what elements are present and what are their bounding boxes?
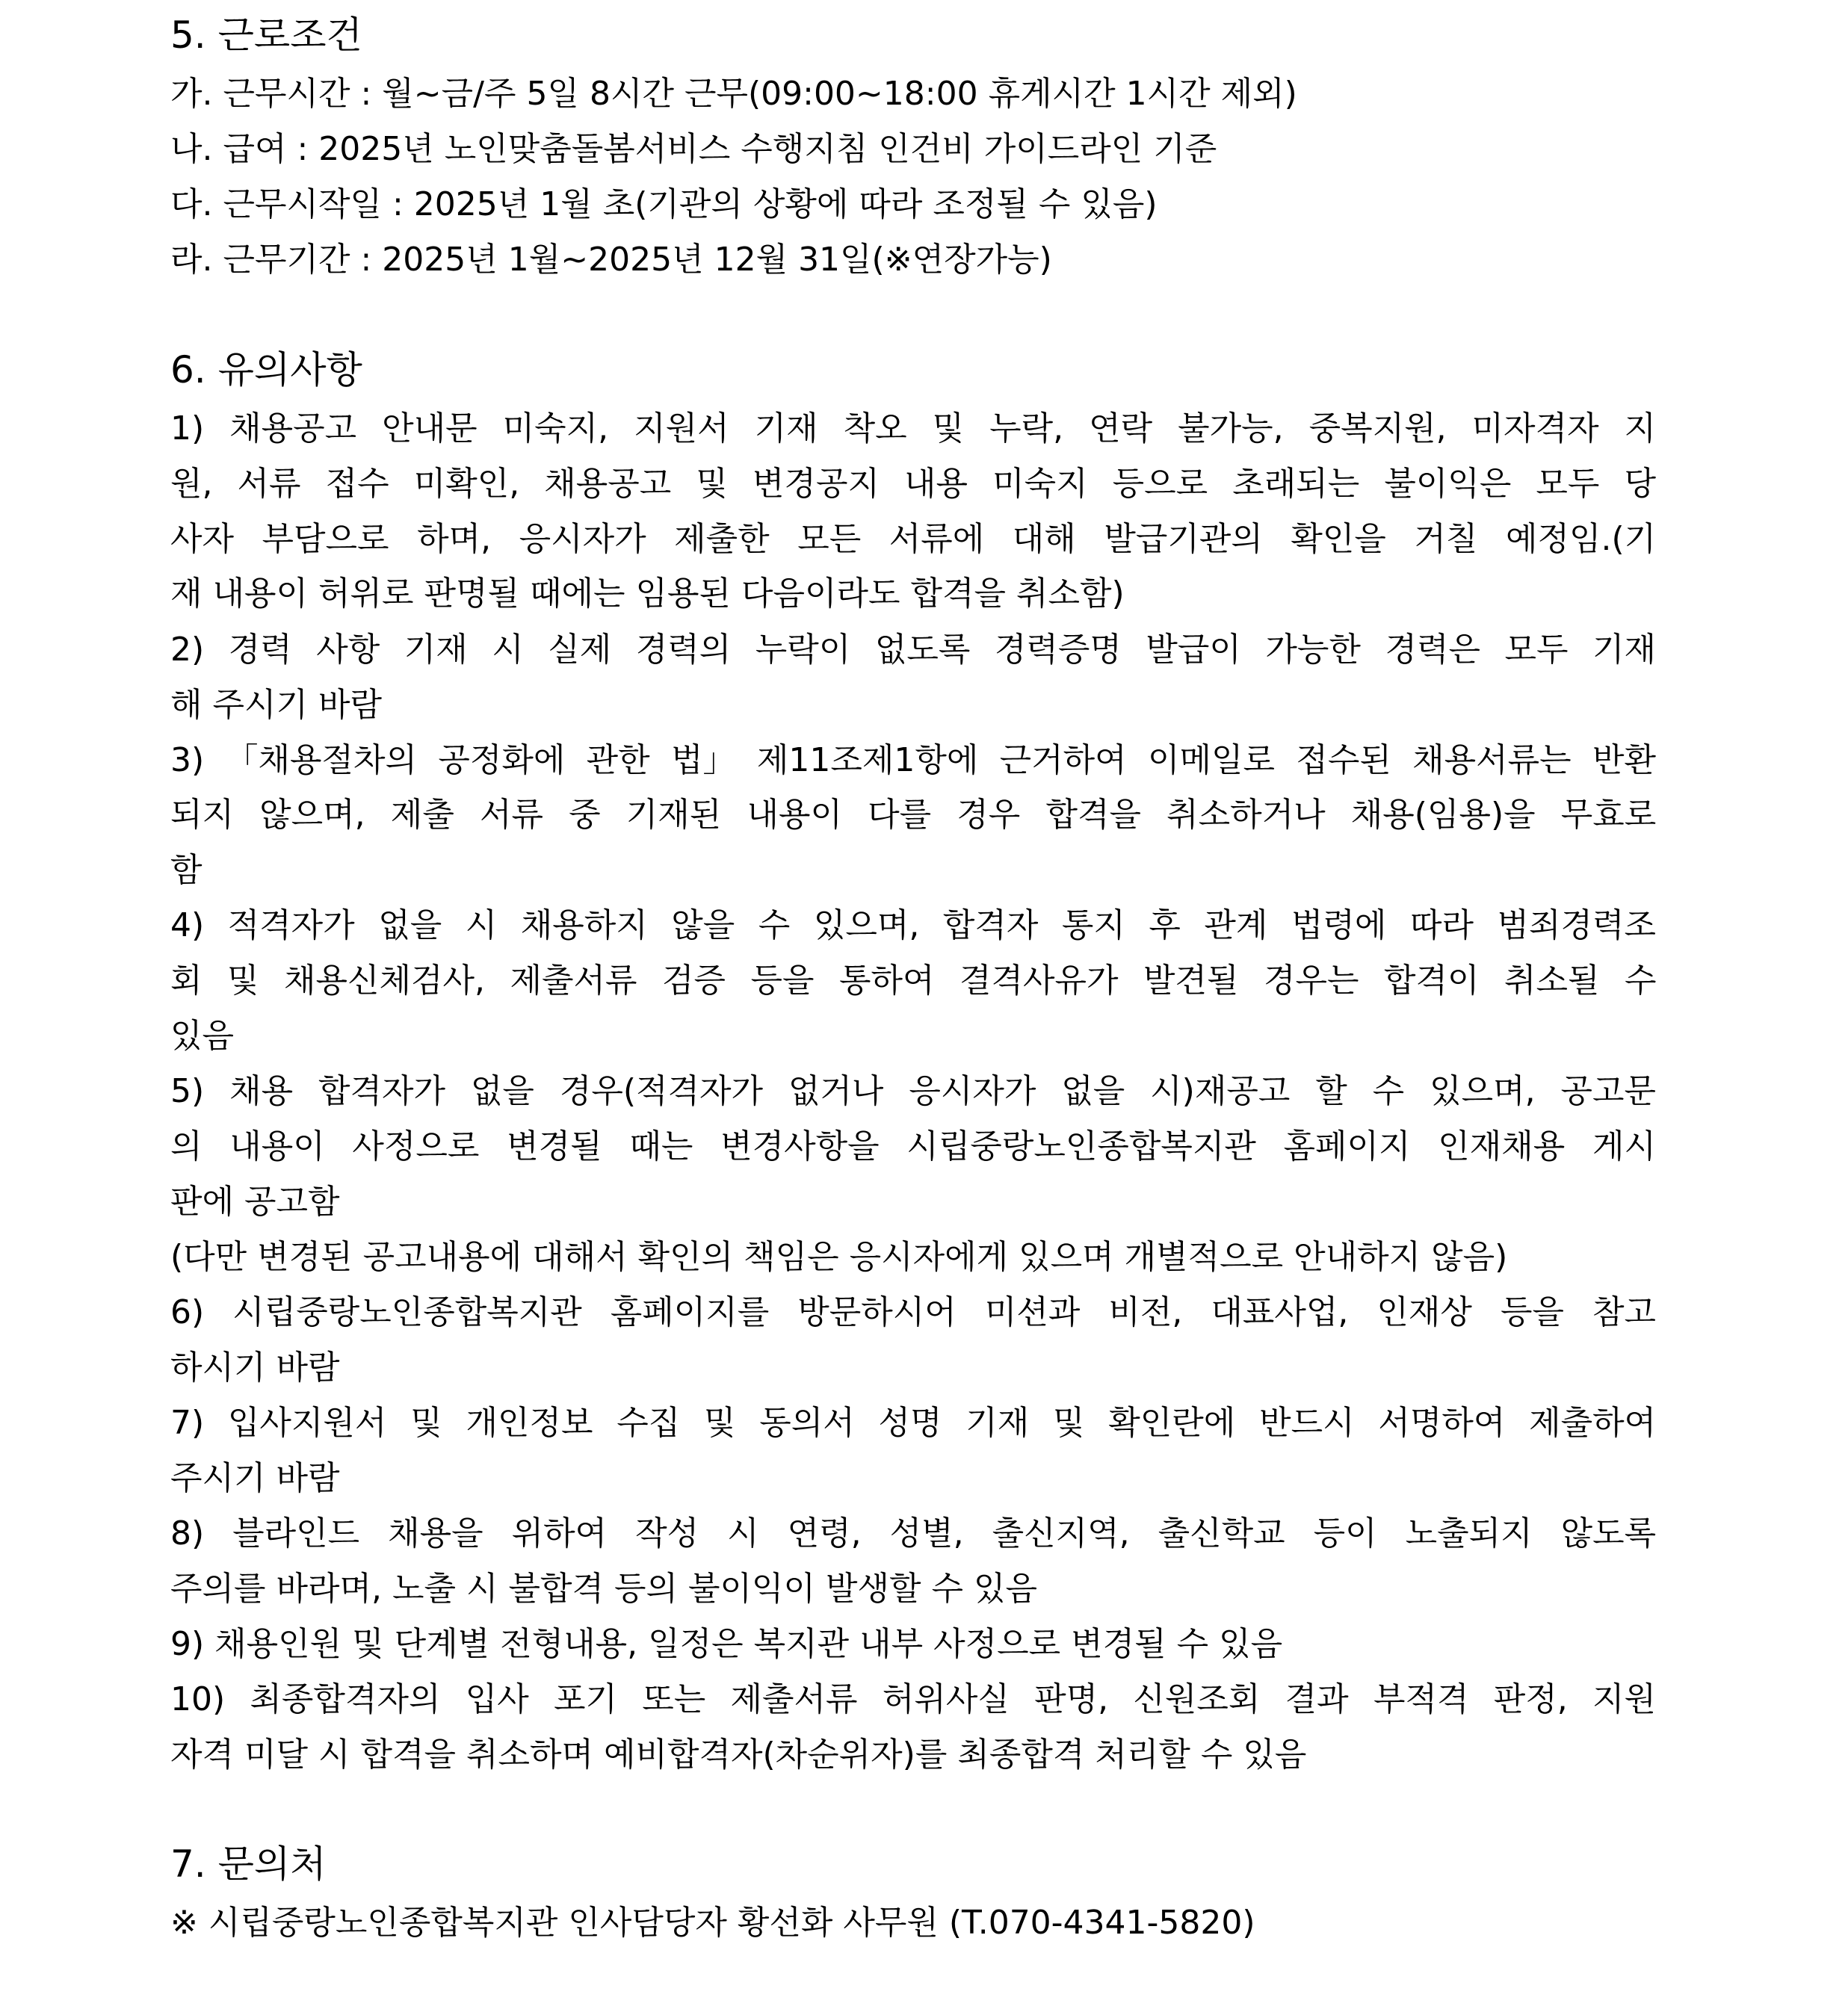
section-6-line: 6) 시립중랑노인종합복지관 홈페이지를 방문하시어 미션과 비전, 대표사업, 인재상 등을 참고 bbox=[170, 1293, 1656, 1331]
section-6-title: 6. 유의사항 bbox=[170, 348, 362, 391]
section-6-line: 2) 경력 사항 기재 시 실제 경력의 누락이 없도록 경력증명 발급이 가능한 경력은 모두 기재 bbox=[170, 631, 1656, 669]
section-5-title: 5. 근로조건 bbox=[170, 13, 362, 57]
section-6-line: 4) 적격자가 없을 시 채용하지 않을 수 있으며, 합격자 통지 후 관계 법령에 따라 범죄경력조 bbox=[170, 906, 1656, 944]
section-5-line: 다. 근무시작일 : 2025년 1월 초(기관의 상황에 따라 조정될 수 있음) bbox=[170, 185, 1158, 223]
section-6-line: 3) 「채용절차의 공정화에 관한 법」 제11조제1항에 근거하여 이메일로 접수된 채용서류는 반환 bbox=[170, 741, 1656, 779]
section-6-line: 자격 미달 시 합격을 취소하며 예비합격자(차순위자)를 최종합격 처리할 수 있음 bbox=[170, 1736, 1307, 1774]
section-6-line: (다만 변경된 공고내용에 대해서 확인의 책임은 응시자에게 있으며 개별적으로 안내하지 않음) bbox=[170, 1238, 1508, 1276]
section-6-line: 주시기 바람 bbox=[170, 1459, 340, 1497]
section-6-line: 원, 서류 접수 미확인, 채용공고 및 변경공지 내용 미숙지 등으로 초래되는 불이익은 모두 당 bbox=[170, 465, 1656, 503]
contact-line: ※ 시립중랑노인종합복지관 인사담당자 황선화 사무원 (T.070-4341-5820) bbox=[170, 1904, 1255, 1942]
section-6-line: 판에 공고함 bbox=[170, 1183, 340, 1221]
section-6-line: 사자 부담으로 하며, 응시자가 제출한 모든 서류에 대해 발급기관의 확인을 거칠 예정임.(기 bbox=[170, 520, 1657, 558]
section-5-line: 나. 급여 : 2025년 노인맞춤돌봄서비스 수행지침 인건비 가이드라인 기준 bbox=[170, 130, 1217, 168]
section-6-line: 함 bbox=[170, 851, 203, 889]
section-6-line: 1) 채용공고 안내문 미숙지, 지원서 기재 착오 및 누락, 연락 불가능, 중복지원, 미자격자 지 bbox=[170, 409, 1657, 448]
section-6-line: 해 주시기 바람 bbox=[170, 686, 382, 724]
section-6-line: 있음 bbox=[170, 1017, 235, 1055]
section-7-title: 7. 문의처 bbox=[170, 1842, 327, 1886]
section-6-line: 회 및 채용신체검사, 제출서류 검증 등을 통하여 결격사유가 발견될 경우는 합격이 취소될 수 bbox=[170, 962, 1657, 1000]
section-6-line: 하시기 바람 bbox=[170, 1349, 340, 1387]
section-6-line: 되지 않으며, 제출 서류 중 기재된 내용이 다를 경우 합격을 취소하거나 채용(임용)을 무효로 bbox=[170, 796, 1657, 834]
section-6-line: 10) 최종합격자의 입사 포기 또는 제출서류 허위사실 판명, 신원조회 결과 부적격 판정, 지원 bbox=[170, 1680, 1656, 1718]
section-6-line: 주의를 바라며, 노출 시 불합격 등의 불이익이 발생할 수 있음 bbox=[170, 1570, 1037, 1608]
section-6-line: 8) 블라인드 채용을 위하여 작성 시 연령, 성별, 출신지역, 출신학교 등이 노출되지 않도록 bbox=[170, 1514, 1657, 1553]
section-6-line: 재 내용이 허위로 판명될 때에는 임용된 다음이라도 합격을 취소함) bbox=[170, 575, 1125, 613]
section-6-line: 7) 입사지원서 및 개인정보 수집 및 동의서 성명 기재 및 확인란에 반드시 서명하여 제출하여 bbox=[170, 1404, 1657, 1442]
section-6-line: 9) 채용인원 및 단계별 전형내용, 일정은 복지관 내부 사정으로 변경될 수 있음 bbox=[170, 1625, 1283, 1663]
section-5-line: 가. 근무시간 : 월~금/주 5일 8시간 근무(09:00~18:00 휴게시간 1시간 제외) bbox=[170, 75, 1297, 113]
section-6-line: 5) 채용 합격자가 없을 경우(적격자가 없거나 응시자가 없을 시)재공고 할 수 있으며, 공고문 bbox=[170, 1072, 1656, 1110]
section-5-line: 라. 근무기간 : 2025년 1월~2025년 12월 31일(※연장가능) bbox=[170, 241, 1052, 279]
section-6-line: 의 내용이 사정으로 변경될 때는 변경사항을 시립중랑노인종합복지관 홈페이지 인재채용 게시 bbox=[170, 1127, 1656, 1166]
